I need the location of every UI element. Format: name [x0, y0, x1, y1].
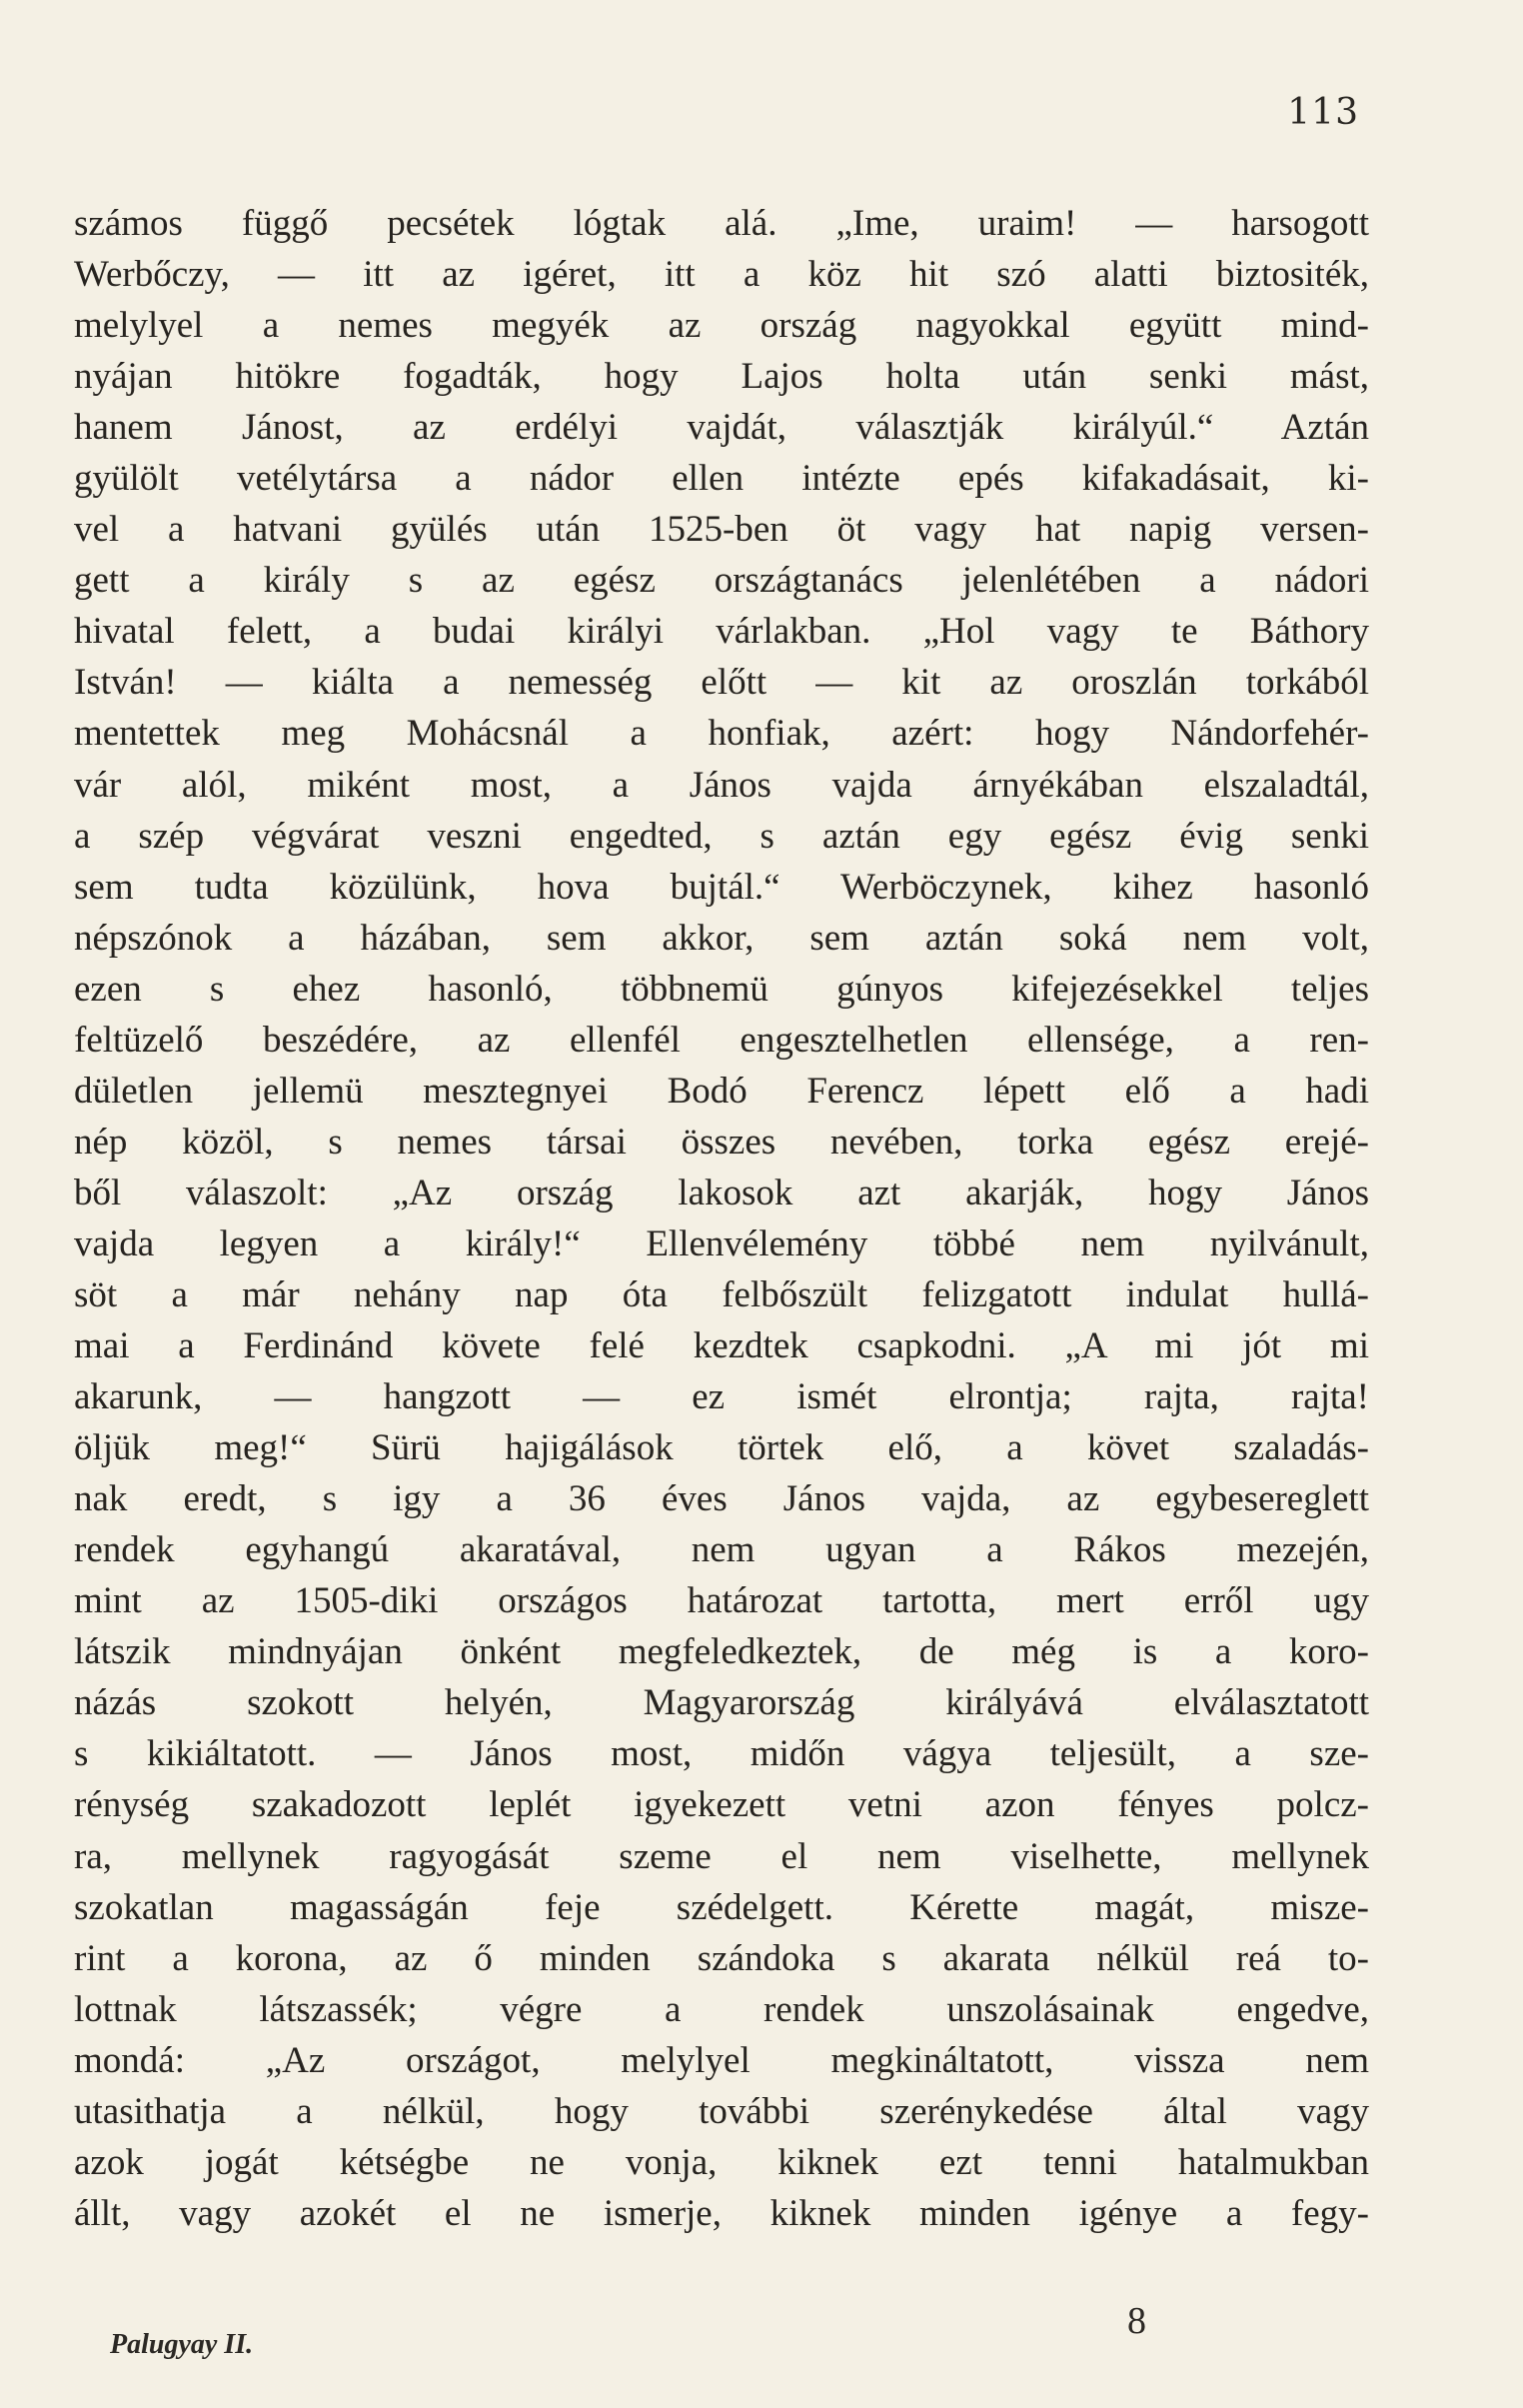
text-line: názás szokott helyén, Magyarország királyává elválasztatott [74, 1682, 1369, 1724]
text-line: söt a már nehány nap óta felbőszült felizgatott indulat hullá- [74, 1273, 1369, 1315]
text-line: mint az 1505-diki országos határozat tartotta, mert erről ugy [74, 1580, 1369, 1622]
footer-signature: Palugyay II. [110, 2329, 254, 2360]
text-line: mondá: „Az országot, melylyel megkináltatott, vissza nem [74, 2039, 1369, 2081]
text-line: ra, mellynek ragyogását szeme el nem viselhette, mellynek [74, 1835, 1369, 1877]
text-line: sem tudta közülünk, hova bujtál.“ Werböczynek, kihez hasonló [74, 866, 1369, 908]
text-line: s kikiáltatott. — János most, midőn vágya teljesült, a sze- [74, 1733, 1369, 1775]
text-line: a szép végvárat veszni engedted, s aztán egy egész évig senki [74, 815, 1369, 857]
text-line: öljük meg!“ Sürü hajigálások törtek elő, a követ szaladás- [74, 1427, 1369, 1469]
text-line: gyülölt vetélytársa a nádor ellen intézte epés kifakadásait, ki- [74, 458, 1369, 500]
text-line: lottnak látszassék; végre a rendek unszolásainak engedve, [74, 1988, 1369, 2030]
text-line: mentettek meg Mohácsnál a honfiak, azért: hogy Nándorfehér- [74, 713, 1369, 755]
text-line: hanem Jánost, az erdélyi vajdát, választják királyúl.“ Aztán [74, 407, 1369, 449]
text-line: nép közöl, s nemes társai összes nevében, torka egész erejé- [74, 1121, 1369, 1163]
text-line: rint a korona, az ő minden szándoka s akarata nélkül reá to- [74, 1937, 1369, 1979]
page-number: 113 [1287, 92, 1359, 133]
text-line: István! — kiálta a nemesség előtt — kit az oroszlán torkából [74, 662, 1369, 704]
text-line: rénység szakadozott leplét igyekezett vetni azon fényes polcz- [74, 1784, 1369, 1826]
text-line: azok jogát kétségbe ne vonja, kiknek ezt tenni hatalmukban [74, 2141, 1369, 2183]
text-line: akarunk, — hangzott — ez ismét elrontja; rajta, rajta! [74, 1376, 1369, 1418]
text-line: számos függő pecsétek lógtak alá. „Ime, uraim! — harsogott [74, 203, 1369, 244]
text-line: feltüzelő beszédére, az ellenfél engesztelhetlen ellensége, a ren- [74, 1019, 1369, 1061]
text-line: vajda legyen a király!“ Ellenvélemény többé nem nyilvánult, [74, 1222, 1369, 1264]
text-line: hivatal felett, a budai királyi várlakban. „Hol vagy te Báthory [74, 611, 1369, 653]
text-line: állt, vagy azokét el ne ismerje, kiknek minden igénye a fegy- [74, 2192, 1369, 2234]
text-line: melylyel a nemes megyék az ország nagyokkal együtt mind- [74, 305, 1369, 347]
text-line: látszik mindnyájan önként megfeledkeztek, de még is a koro- [74, 1631, 1369, 1673]
text-line: gett a király s az egész országtanács jelenlétében a nádori [74, 560, 1369, 602]
text-line: nak eredt, s igy a 36 éves János vajda, az egybesereglett [74, 1478, 1369, 1520]
text-line: népszónok a házában, sem akkor, sem aztán soká nem volt, [74, 917, 1369, 959]
text-line: vel a hatvani gyülés után 1525-ben öt vagy hat napig versen- [74, 509, 1369, 551]
text-line: mai a Ferdinánd követe felé kezdtek csapkodni. „A mi jót mi [74, 1325, 1369, 1367]
text-line: vár alól, miként most, a János vajda árnyékában elszaladtál, [74, 764, 1369, 806]
text-line: ből válaszolt: „Az ország lakosok azt akarják, hogy János [74, 1172, 1369, 1213]
text-line: ezen s ehez hasonló, többnemü gúnyos kifejezésekkel teljes [74, 968, 1369, 1010]
text-line: rendek egyhangú akaratával, nem ugyan a Rákos mezején, [74, 1529, 1369, 1571]
signature-mark: 8 [1127, 2300, 1146, 2342]
text-line: utasithatja a nélkül, hogy további szerénykedése által vagy [74, 2090, 1369, 2132]
text-line: szokatlan magasságán feje szédelgett. Kérette magát, misze- [74, 1886, 1369, 1928]
text-line: nyájan hitökre fogadták, hogy Lajos holta után senki mást, [74, 356, 1369, 398]
body-text [74, 198, 1369, 2239]
text-line: dületlen jellemü mesztegnyei Bodó Ferencz lépett elő a hadi [74, 1070, 1369, 1112]
text-line: Werbőczy, — itt az igéret, itt a köz hit szó alatti biztositék, [74, 254, 1369, 296]
